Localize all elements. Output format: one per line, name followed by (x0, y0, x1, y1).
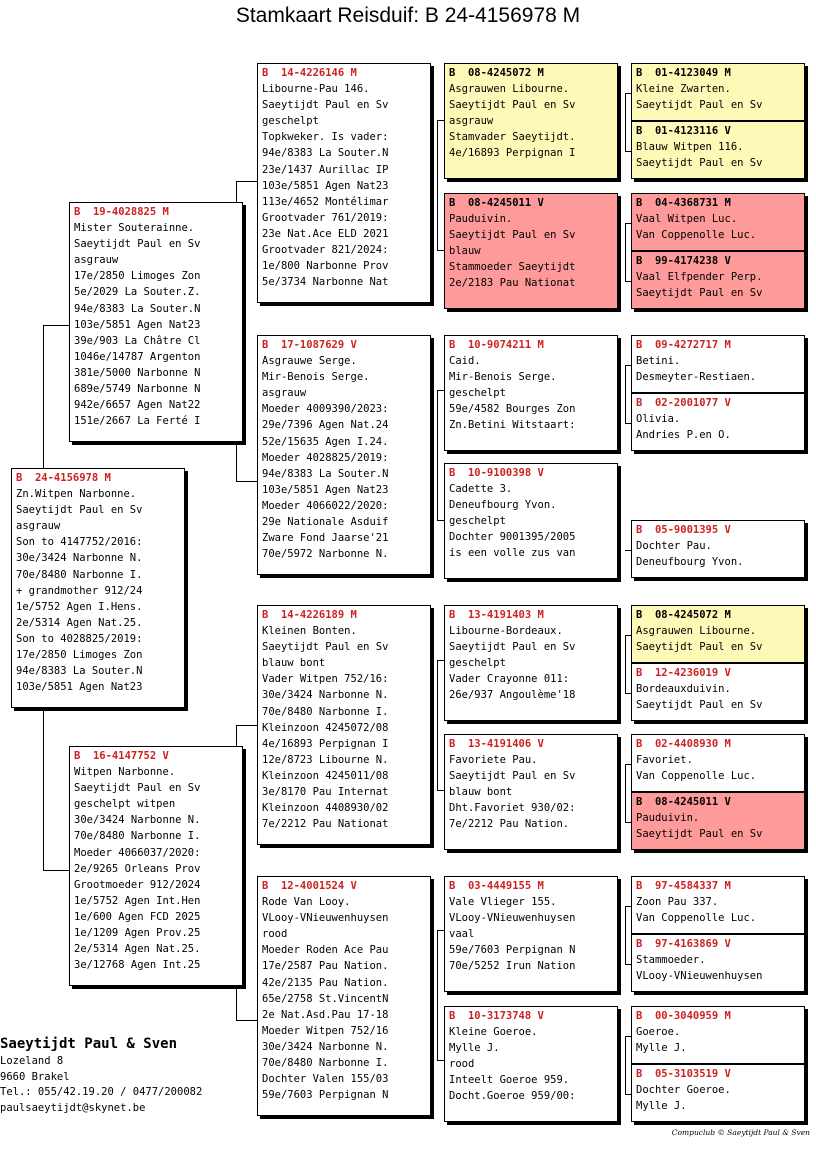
pigeon-info-line: 4e/16893 Perpignan I (262, 737, 389, 750)
ancestor-card-dam (631, 121, 805, 179)
connector-line (43, 708, 44, 870)
dam-info-line: Dochter Goeroe. (636, 1084, 731, 1097)
connector-line (625, 365, 626, 423)
sire-info-line: Desmeyter-Restiaen. (636, 371, 757, 384)
pigeon-info-line: 23e Nat.Ace ELD 2021 (262, 227, 389, 240)
pigeon-card (444, 1006, 618, 1122)
connector-line (625, 93, 626, 151)
pigeon-card (69, 202, 243, 442)
pigeon-info-line: 30e/3424 Narbonne N. (16, 552, 143, 565)
connector-line (437, 930, 444, 931)
pigeon-info-line: 103e/5851 Agen Nat23 (16, 681, 143, 694)
sire-info-line: Goeroe. (636, 1026, 681, 1039)
pigeon-info-line: 5e/3734 Narbonne Nat (262, 276, 389, 289)
dam-ring-number: B 01-4123116 V (636, 125, 731, 137)
pigeon-info-line: is een volle zus van (449, 547, 576, 560)
ancestor-card-sire (631, 876, 805, 934)
connector-line (625, 906, 626, 964)
pigeon-info-line: Vader Crayonne 011: (449, 673, 570, 686)
pigeon-info-line: Libourne-Bordeaux. (449, 625, 563, 638)
connector-line (43, 325, 44, 469)
connector-line (43, 325, 69, 326)
pigeon-info-line: Saeytijdt Paul en Sv (262, 99, 389, 112)
pigeon-info-line: 5e/2029 La Souter.Z. (74, 286, 201, 299)
pigeon-card (444, 63, 618, 179)
pigeon-ring-number: B 19-4028825 M (74, 206, 169, 218)
sire-info-line: Betini. (636, 355, 681, 368)
connector-line (236, 181, 257, 182)
pigeon-info-line: 70e/8480 Narbonne I. (16, 568, 143, 581)
pigeon-info-line: Dochter Valen 155/03 (262, 1073, 389, 1086)
pigeon-ring-number: B 13-4191403 M (449, 609, 544, 621)
pigeon-info-line: Witpen Narbonne. (74, 766, 176, 779)
pigeon-info-line: 30e/3424 Narbonne N. (262, 689, 389, 702)
sire-ring-number: B 04-4368731 M (636, 197, 731, 209)
dam-info-line: Saeytijdt Paul en Sv (636, 828, 763, 841)
pigeon-info-line: Pauduivin. (449, 213, 513, 226)
dam-info-line: Blauw Witpen 116. (636, 141, 744, 154)
pigeon-info-line: Vale Vlieger 155. (449, 896, 557, 909)
pigeon-info-line: 1e/600 Agen FCD 2025 (74, 910, 201, 923)
pigeon-info-line: 2e Nat.Asd.Pau 17-18 (262, 1008, 389, 1021)
pigeon-info-line: rood (262, 928, 288, 941)
pigeon-ring-number: B 13-4191406 V (449, 738, 544, 750)
pigeon-info-line: 70e/5972 Narbonne N. (262, 548, 389, 561)
ancestor-card-sire (631, 734, 805, 792)
pigeon-card (444, 193, 618, 309)
dam-ring-number: B 97-4163869 V (636, 938, 731, 950)
pigeon-info-line: 59e/7603 Perpignan N (449, 944, 576, 957)
pigeon-info-line: Saeytijdt Paul en Sv (16, 504, 143, 517)
pigeon-info-line: 52e/15635 Agen I.24. (262, 435, 389, 448)
pigeon-info-line: Son to 4028825/2019: (16, 632, 143, 645)
pigeon-info-line: Dht.Favoriet 930/02: (449, 802, 576, 815)
dam-info-line: Mylle J. (636, 1100, 687, 1113)
pigeon-info-line: VLooy-VNieuwenhuysen (449, 912, 576, 925)
pigeon-card (444, 605, 618, 721)
pigeon-info-line: Saeytijdt Paul en Sv (449, 229, 576, 242)
pigeon-info-line: 30e/3424 Narbonne N. (262, 1040, 389, 1053)
pigeon-info-line: 689e/5749 Narbonne N (74, 383, 201, 396)
pigeon-info-line: 94e/8383 La Souter.N (16, 665, 143, 678)
connector-line (437, 1060, 444, 1061)
pigeon-info-line: Zn.Betini Witstaart: (449, 419, 576, 432)
pigeon-info-line: Zware Fond Jaarse'21 (262, 532, 389, 545)
pigeon-card (69, 746, 243, 986)
pigeon-info-line: 29e Nationale Asduif (262, 516, 389, 529)
pigeon-ring-number: B 10-3173748 V (449, 1010, 544, 1022)
owner-block (0, 1034, 202, 1116)
pigeon-info-line: 3e/12768 Agen Int.25 (74, 959, 201, 972)
connector-line (437, 930, 438, 1060)
pigeon-info-line: 103e/5851 Agen Nat23 (74, 318, 201, 331)
pigeon-info-line: Moeder 4028825/2019: (262, 451, 389, 464)
pigeon-info-line: 30e/3424 Narbonne N. (74, 814, 201, 827)
ancestor-card-sire (631, 335, 805, 393)
ancestor-card-dam (631, 792, 805, 850)
pigeon-card (257, 335, 431, 575)
connector-line (236, 725, 257, 726)
pigeon-info-line: Dochter 9001395/2005 (449, 531, 576, 544)
pigeon-info-line: 23e/1437 Aurillac IP (262, 163, 389, 176)
pigeon-info-line: blauw bont (449, 786, 513, 799)
pigeon-ring-number: B 17-1087629 V (262, 339, 357, 351)
dam-info-line: Dochter Pau. (636, 540, 712, 553)
pigeon-info-line: 7e/2212 Pau Nation. (449, 818, 570, 831)
connector-line (236, 481, 257, 482)
sire-info-line: Mylle J. (636, 1042, 687, 1055)
pigeon-card (257, 63, 431, 303)
pigeon-info-line: 65e/2758 St.VincentN (262, 992, 389, 1005)
ancestor-card-sire (631, 605, 805, 663)
pigeon-info-line: Kleine Goeroe. (449, 1026, 538, 1039)
connector-line (625, 223, 626, 281)
dam-ring-number: B 08-4245011 V (636, 796, 731, 808)
dam-info-line: Deneufbourg Yvon. (636, 556, 744, 569)
pigeon-info-line: 103e/5851 Agen Nat23 (262, 179, 389, 192)
pigeon-info-line: Son to 4147752/2016: (16, 536, 143, 549)
sire-ring-number: B 01-4123049 M (636, 67, 731, 79)
pigeon-info-line: Moeder 4066037/2020: (74, 846, 201, 859)
pigeon-ring-number: B 14-4226146 M (262, 67, 357, 79)
pigeon-info-line: Mir-Benois Serge. (449, 371, 557, 384)
pigeon-info-line: 1e/5752 Agen I.Hens. (16, 600, 143, 613)
connector-line (437, 660, 444, 661)
pigeon-info-line: 2e/5314 Agen Nat.25. (74, 943, 201, 956)
pigeon-info-line: 70e/8480 Narbonne I. (74, 830, 201, 843)
ancestor-card-sire (631, 193, 805, 251)
pigeon-info-line: Grootmoeder 912/2024 (74, 878, 201, 891)
pigeon-card (444, 876, 618, 992)
pigeon-info-line: 29e/7396 Agen Nat.24 (262, 419, 389, 432)
pigeon-info-line: Mister Souterainne. (74, 222, 195, 235)
pigeon-info-line: Cadette 3. (449, 483, 513, 496)
sire-info-line: Van Coppenolle Luc. (636, 229, 757, 242)
pigeon-info-line: Libourne-Pau 146. (262, 83, 370, 96)
pigeon-info-line: 59e/4582 Bourges Zon (449, 403, 576, 416)
ancestor-card-dam (631, 520, 805, 578)
pigeon-info-line: 70e/5252 Irun Nation (449, 960, 576, 973)
connector-line (437, 390, 438, 520)
pigeon-info-line: Inteelt Goeroe 959. (449, 1074, 570, 1087)
pigeon-info-line: Saeytijdt Paul en Sv (262, 641, 389, 654)
pigeon-info-line: Favoriete Pau. (449, 754, 538, 767)
pigeon-info-line: 2e/9265 Orleans Prov (74, 862, 201, 875)
dam-info-line: Saeytijdt Paul en Sv (636, 287, 763, 300)
connector-line (437, 660, 438, 790)
dam-ring-number: B 12-4236019 V (636, 667, 731, 679)
pigeon-info-line: VLooy-VNieuwenhuysen (262, 912, 389, 925)
pigeon-info-line: 942e/6657 Agen Nat22 (74, 399, 201, 412)
sire-info-line: Kleine Zwarten. (636, 83, 731, 96)
pigeon-card (444, 335, 618, 451)
sire-info-line: Asgrauwen Libourne. (636, 625, 757, 638)
dam-info-line: Saeytijdt Paul en Sv (636, 157, 763, 170)
pigeon-info-line: Moeder 4009390/2023: (262, 403, 389, 416)
pigeon-ring-number: B 14-4226189 M (262, 609, 357, 621)
pigeon-info-line: Asgrauwen Libourne. (449, 83, 570, 96)
pigeon-ring-number: B 03-4449155 M (449, 880, 544, 892)
pigeon-card (444, 734, 618, 850)
connector-line (625, 1036, 626, 1094)
dam-ring-number: B 05-9001395 V (636, 524, 731, 536)
pigeon-info-line: Moeder Roden Ace Pau (262, 944, 389, 957)
pigeon-info-line: Stamvader Saeytijdt. (449, 131, 576, 144)
ancestor-card-dam (631, 393, 805, 451)
connector-line (437, 250, 444, 251)
pigeon-info-line: 17e/2850 Limoges Zon (74, 270, 201, 283)
connector-line (625, 635, 626, 693)
sire-info-line: Van Coppenolle Luc. (636, 770, 757, 783)
pigeon-info-line: + grandmother 912/24 (16, 584, 143, 597)
connector-line (625, 764, 626, 822)
page-title: Stamkaart Reisduif: B 24-4156978 M (235, 4, 581, 27)
pigeon-info-line: Grootvader 821/2024: (262, 244, 389, 257)
pigeon-info-line: Saeytijdt Paul en Sv (74, 238, 201, 251)
sire-ring-number: B 02-4408930 M (636, 738, 731, 750)
pigeon-info-line: Grootvader 761/2019: (262, 211, 389, 224)
pigeon-info-line: 1e/5752 Agen Int.Hen (74, 894, 201, 907)
connector-line (437, 520, 444, 521)
pigeon-info-line: 7e/2212 Pau Nationat (262, 818, 389, 831)
pigeon-ring-number: B 16-4147752 V (74, 750, 169, 762)
pigeon-info-line: Asgrauwe Serge. (262, 355, 357, 368)
pigeon-info-line: Stammoeder Saeytijdt (449, 261, 576, 274)
pigeon-info-line: vaal (449, 928, 475, 941)
pigeon-info-line: Caid. (449, 355, 481, 368)
pigeon-info-line: 1e/1209 Agen Prov.25 (74, 927, 201, 940)
dam-ring-number: B 02-2001077 V (636, 397, 731, 409)
pigeon-info-line: Kleinzoon 4408930/02 (262, 802, 389, 815)
pigeon-info-line: 113e/4652 Montélimar (262, 195, 389, 208)
dam-info-line: Saeytijdt Paul en Sv (636, 699, 763, 712)
pigeon-info-line: Rode Van Looy. (262, 896, 351, 909)
pigeon-info-line: 1e/800 Narbonne Prov (262, 260, 389, 273)
pigeon-info-line: Saeytijdt Paul en Sv (449, 770, 576, 783)
ancestor-card-dam (631, 934, 805, 992)
owner-email: paulsaeytijdt@skynet.be (0, 1101, 146, 1114)
pigeon-info-line: asgrauw (449, 115, 494, 128)
dam-info-line: Pauduivin. (636, 812, 700, 825)
pigeon-info-line: 17e/2850 Limoges Zon (16, 649, 143, 662)
footer-copyright: Compuclub © Saeytijdt Paul & Sven (671, 1128, 810, 1137)
pigeon-card (257, 605, 431, 845)
owner-name: Saeytijdt Paul & Sven (0, 1036, 178, 1052)
pigeon-card (257, 876, 431, 1116)
pigeon-card (11, 468, 185, 708)
pigeon-info-line: 39e/903 La Châtre Cl (74, 334, 201, 347)
pigeon-info-line: geschelpt (262, 115, 319, 128)
pigeon-info-line: 42e/2135 Pau Nation. (262, 976, 389, 989)
pigeon-info-line: 12e/8723 Libourne N. (262, 753, 389, 766)
sire-ring-number: B 08-4245072 M (636, 609, 731, 621)
pigeon-info-line: 2e/2183 Pau Nationat (449, 277, 576, 290)
connector-line (437, 120, 438, 250)
pigeon-info-line: 4e/16893 Perpignan I (449, 147, 576, 160)
pigeon-info-line: asgrauw (74, 254, 119, 267)
ancestor-card-sire (631, 63, 805, 121)
pigeon-info-line: 94e/8383 La Souter.N (74, 302, 201, 315)
pigeon-info-line: 59e/7603 Perpignan N (262, 1089, 389, 1102)
owner-city: 9660 Brakel (0, 1070, 70, 1083)
pigeon-info-line: 26e/937 Angoulème'18 (449, 689, 576, 702)
pigeon-info-line: 94e/8383 La Souter.N (262, 467, 389, 480)
pigeon-info-line: asgrauw (16, 520, 61, 533)
pigeon-info-line: 70e/8480 Narbonne I. (262, 1057, 389, 1070)
pigeon-ring-number: B 12-4001524 V (262, 880, 357, 892)
pigeon-ring-number: B 24-4156978 M (16, 472, 111, 484)
pigeon-info-line: 94e/8383 La Souter.N (262, 147, 389, 160)
pigeon-info-line: geschelpt witpen (74, 798, 176, 811)
dam-info-line: Bordeauxduivin. (636, 683, 731, 696)
pigeon-info-line: Moeder 4066022/2020: (262, 499, 389, 512)
dam-ring-number: B 99-4174238 V (636, 255, 731, 267)
pigeon-info-line: Vader Witpen 752/16: (262, 673, 389, 686)
connector-line (43, 870, 69, 871)
pigeon-info-line: 381e/5000 Narbonne N (74, 366, 201, 379)
pigeon-ring-number: B 10-9100398 V (449, 467, 544, 479)
pigeon-ring-number: B 10-9074211 M (449, 339, 544, 351)
pigeon-info-line: 70e/8480 Narbonne I. (262, 705, 389, 718)
ancestor-card-dam (631, 1064, 805, 1122)
dam-info-line: Olivia. (636, 413, 681, 426)
sire-info-line: Favoriet. (636, 754, 693, 767)
connector-line (437, 120, 444, 121)
dam-info-line: Vaal Elfpender Perp. (636, 271, 763, 284)
pigeon-info-line: blauw bont (262, 657, 326, 670)
ancestor-card-dam (631, 251, 805, 309)
sire-ring-number: B 00-3040959 M (636, 1010, 731, 1022)
ancestor-card-dam (631, 663, 805, 721)
pigeon-info-line: Saeytijdt Paul en Sv (449, 641, 576, 654)
dam-ring-number: B 05-3103519 V (636, 1068, 731, 1080)
dam-info-line: Andries P.en O. (636, 429, 731, 442)
pigeon-info-line: Saeytijdt Paul en Sv (74, 782, 201, 795)
pigeon-info-line: geschelpt (449, 515, 506, 528)
pigeon-info-line: geschelpt (449, 387, 506, 400)
sire-ring-number: B 09-4272717 M (636, 339, 731, 351)
connector-line (437, 790, 444, 791)
sire-info-line: Van Coppenolle Luc. (636, 912, 757, 925)
pigeon-info-line: asgrauw (262, 387, 307, 400)
sire-info-line: Saeytijdt Paul en Sv (636, 99, 763, 112)
pigeon-info-line: geschelpt (449, 657, 506, 670)
pigeon-info-line: 17e/2587 Pau Nation. (262, 960, 389, 973)
pigeon-info-line: 3e/8170 Pau Internat (262, 786, 389, 799)
pigeon-ring-number: B 08-4245011 V (449, 197, 544, 209)
owner-address: Lozeland 8 (0, 1055, 64, 1067)
pigeon-info-line: Moeder Witpen 752/16 (262, 1024, 389, 1037)
owner-phone: Tel.: 055/42.19.20 / 0477/200082 (0, 1086, 203, 1098)
sire-info-line: Vaal Witpen Luc. (636, 213, 738, 226)
pigeon-info-line: Kleinzoon 4245011/08 (262, 769, 389, 782)
pigeon-card (444, 463, 618, 579)
connector-line (236, 1020, 257, 1021)
sire-info-line: Zoon Pau 337. (636, 896, 719, 909)
pigeon-info-line: Mir-Benois Serge. (262, 371, 370, 384)
sire-info-line: Saeytijdt Paul en Sv (636, 641, 763, 654)
pigeon-info-line: 151e/2667 La Ferté I (74, 415, 201, 428)
pigeon-info-line: Mylle J. (449, 1042, 500, 1055)
pigeon-info-line: 103e/5851 Agen Nat23 (262, 483, 389, 496)
connector-line (437, 390, 444, 391)
pigeon-info-line: Deneufbourg Yvon. (449, 499, 557, 512)
dam-info-line: VLooy-VNieuwenhuysen (636, 970, 763, 983)
dam-info-line: Stammoeder. (636, 954, 706, 967)
pigeon-info-line: Zn.Witpen Narbonne. (16, 488, 137, 501)
pigeon-info-line: Topkweker. Is vader: (262, 131, 389, 144)
pigeon-info-line: Kleinzoon 4245072/08 (262, 721, 389, 734)
pigeon-info-line: rood (449, 1058, 475, 1071)
pigeon-info-line: Kleinen Bonten. (262, 625, 357, 638)
pigeon-ring-number: B 08-4245072 M (449, 67, 544, 79)
pigeon-info-line: 2e/5314 Agen Nat.25. (16, 616, 143, 629)
pigeon-info-line: Saeytijdt Paul en Sv (449, 99, 576, 112)
pigeon-info-line: Docht.Goeroe 959/00: (449, 1090, 576, 1103)
pigeon-info-line: blauw (449, 245, 481, 258)
sire-ring-number: B 97-4584337 M (636, 880, 731, 892)
ancestor-card-sire (631, 1006, 805, 1064)
pigeon-info-line: 1046e/14787 Argenton (74, 350, 201, 363)
